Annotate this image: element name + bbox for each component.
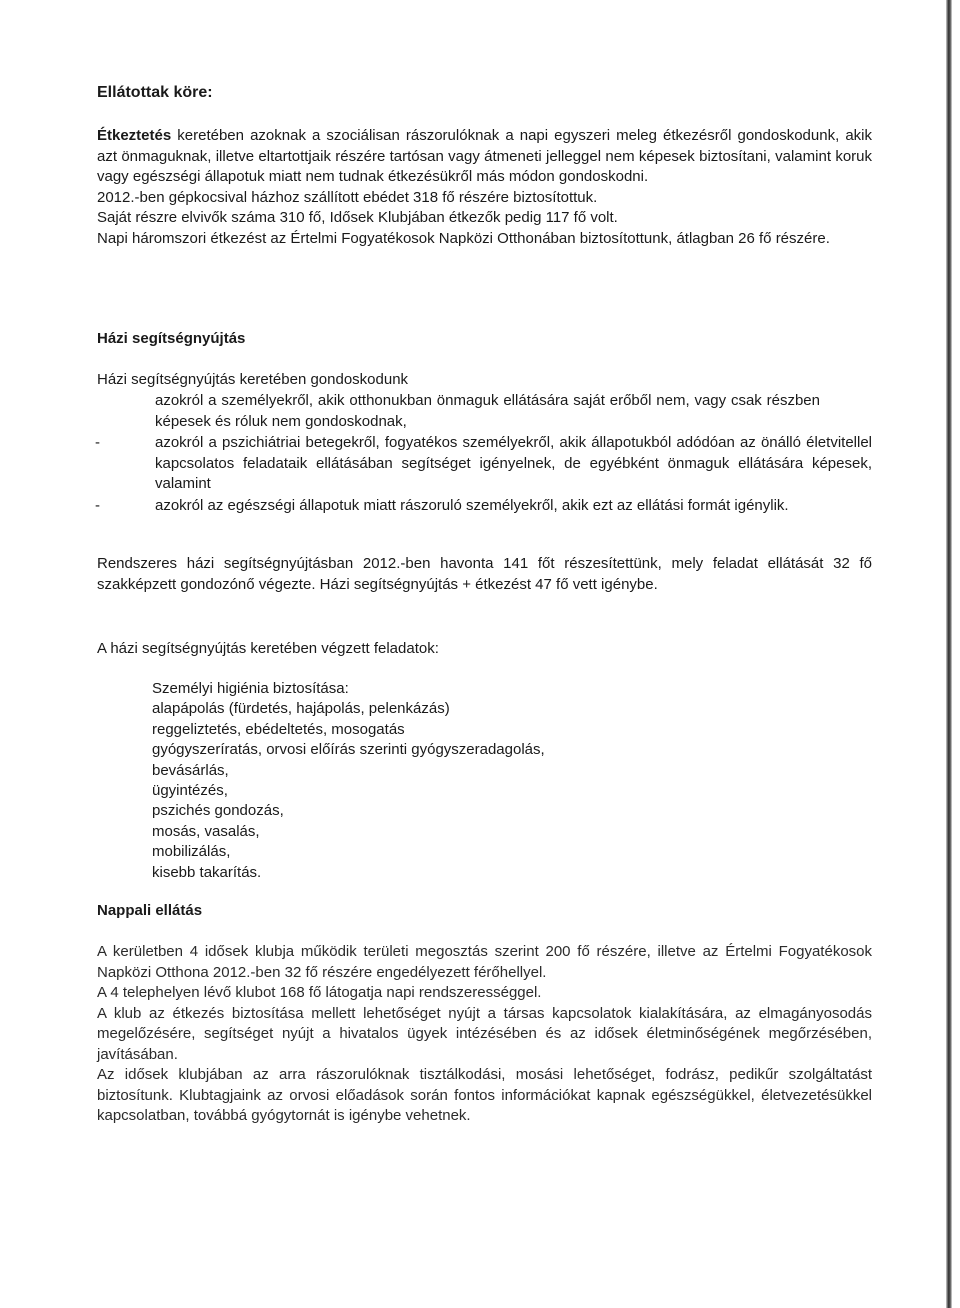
scan-edge-line <box>946 0 952 1308</box>
task-item: pszichés gondozás, <box>152 802 284 820</box>
list-item <box>97 432 872 495</box>
nappali-heading: Nappali ellátás <box>97 902 203 919</box>
nappali-services: A klub az étkezés biztosítása mellett lehetőséget nyújt a társas kapcsolatok kialakítására, az elmagányosodás megelőzésére, segítséget nyújt a hivatalos ügyek intézésében és az idősek életminőségének megőrzésében, javításában. <box>97 1004 872 1063</box>
nappali-clubs: A kerületben 4 idősek klubja működik területi megosztás szerint 200 fő részére, illetve az Értelmi Fogyatékosok Napközi Otthona 2012.-ben 32 fő részére engedélyezett férőhellyel. <box>97 943 872 981</box>
hazi-stats-block <box>97 554 872 595</box>
list-item-text: azokról a pszichiátriai betegekről, fogyatékos személyekről, akik állapotukból adódóan az önálló életvitellel kapcsolatos feladataik ellátásában segítséget igényelnek, de egyébként önmaguk ellátására képesek, valamint <box>155 434 872 492</box>
hazi-tasks-intro-block <box>97 639 872 660</box>
nappali-visitors: A 4 telephelyen lévő klubot 168 fő látogatja napi rendszerességgel. <box>97 984 542 1001</box>
list-item <box>97 495 872 517</box>
etkeztetes-paragraph <box>97 126 872 188</box>
page-title: Ellátottak köre: <box>97 84 213 101</box>
task-item: reggeliztetés, ebédeltetés, mosogatás <box>152 720 405 738</box>
hazi-items <box>97 391 872 516</box>
dash-marker: - <box>95 434 100 451</box>
task-item: ügyintézés, <box>152 782 228 800</box>
hazi-intro: Házi segítségnyújtás keretében gondoskodunk <box>97 371 409 388</box>
etkeztetes-section <box>97 126 872 249</box>
tasks-list <box>152 679 545 883</box>
task-item: alapápolás (fürdetés, hajápolás, pelenkázás) <box>152 700 450 718</box>
tasks-heading: Személyi higiénia biztosítása: <box>152 680 349 697</box>
list-item-text: azokról a személyekről, akik otthonukban önmaguk ellátására saját erőből nem, vagy csak részben képesek és róluk nem gondoskodnak, <box>155 392 820 430</box>
etkeztetes-takeaway: Saját részre elvivők száma 310 fő, Idősek Klubjában étkezők pedig 117 fő volt. <box>97 209 618 226</box>
etkeztetes-daycare: Napi háromszori étkezést az Értelmi Fogyatékosok Napközi Otthonában biztosítottunk, átlagban 26 fő részére. <box>97 229 830 247</box>
task-item: bevásárlás, <box>152 761 229 779</box>
task-item: kisebb takarítás. <box>152 863 262 881</box>
etkeztetes-text: keretében azoknak a szociálisan rászorulóknak a napi egyszeri meleg étkezésről gondoskodunk, akik azt önmaguknak, illetve eltartottjaik részére tartósan vagy átmeneti jelleggel nem képesek biztosítani, valamint koruk vagy egészségi állapotuk miatt nem tudnak étkezésükről más módon gondoskodni. <box>97 127 872 185</box>
etkeztetes-delivery: 2012.-ben gépkocsival házhoz szállított ebédet 318 fő részére biztosítottuk. <box>97 188 598 206</box>
nappali-hygiene: Az idősek klubjában az arra rászorulóknak tisztálkodási, mosási lehetőséget, fodrász, pedikűr szolgáltatást biztosítunk. Klubtagjaink az orvosi előadások során fontos információkat kapnak egészségükkel, életvezetésükkel kapcsolatban, továbbá gyógytornát is igénybe vehetnek. <box>97 1066 872 1124</box>
task-item: mosás, vasalás, <box>152 822 260 840</box>
task-item: mobilizálás, <box>152 843 231 861</box>
dash-marker: - <box>95 496 100 514</box>
hazi-heading: Házi segítségnyújtás <box>97 330 246 347</box>
task-item: gyógyszeríratás, orvosi előírás szerinti gyógyszeradagolás, <box>152 741 545 759</box>
list-item-text: azokról az egészségi állapotuk miatt rászoruló személyekről, akik ezt az ellátási formát igénylik. <box>155 496 789 514</box>
hazi-stats: Rendszeres házi segítségnyújtásban 2012.-ben havonta 141 főt részesítettünk, mely feladat ellátását 32 fő szakképzett gondozónő végezte. Házi segítségnyújtás + étkezést 47 fő vett igénybe. <box>97 555 872 593</box>
etkeztetes-lead: Étkeztetés <box>97 127 172 144</box>
hazi-tasks-intro: A házi segítségnyújtás keretében végzett feladatok: <box>97 640 439 657</box>
list-item <box>97 391 872 432</box>
hazi-intro-block <box>97 370 872 391</box>
nappali-section <box>97 942 872 1127</box>
